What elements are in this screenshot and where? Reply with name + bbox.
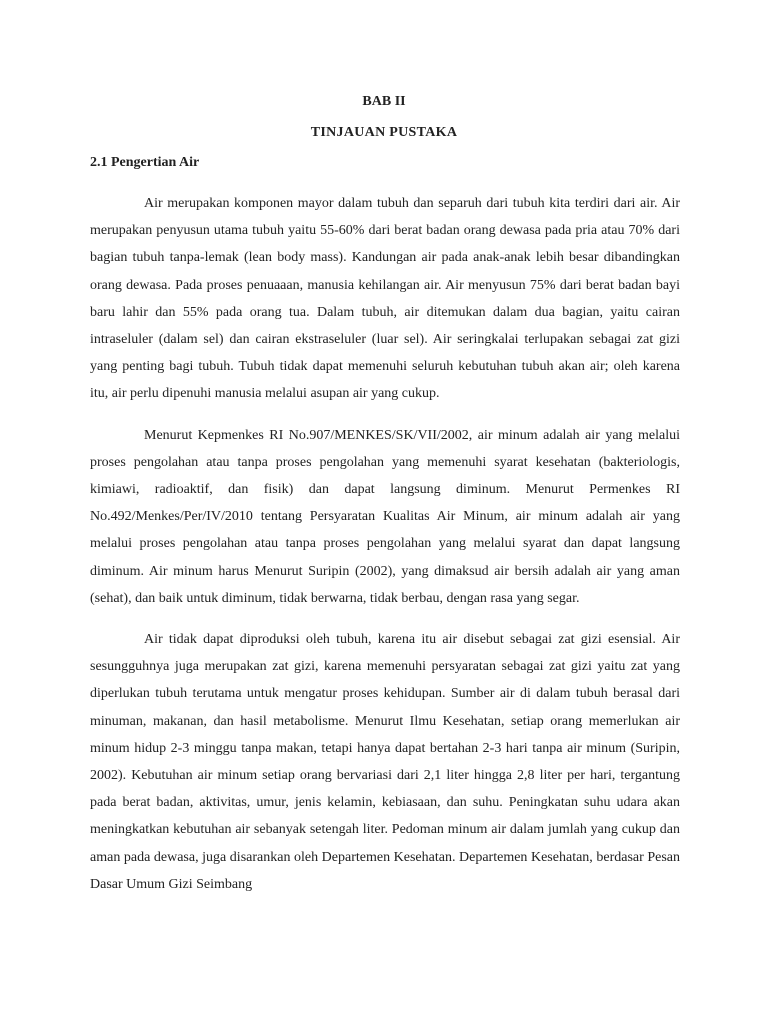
chapter-title: TINJAUAN PUSTAKA bbox=[310, 125, 458, 140]
paragraph: Menurut Kepmenkes RI No.907/MENKES/SK/VII/2002, air minum adalah air yang melalui proses pengolahan atau tanpa proses pengolahan yang memenuhi syarat kesehatan (bakteriologis, kimiawi, radioaktif, dan fisik) dan dapat langsung diminum. Menurut Permenkes RI No.492/Menkes/Per/IV/2010 tentang Persyaratan Kualitas Air Minum, air minum adalah air yang melalui proses pengolahan atau tanpa proses pengolahan yang melalui syarat dan dapat langsung diminum. Air minum harus Menurut Suripin (2002), yang dimaksud air bersih adalah air yang aman (sehat), dan baik untuk diminum, tidak berwarna, tidak berbau, dengan rasa yang segar. bbox=[90, 427, 680, 606]
paragraph: Air tidak dapat diproduksi oleh tubuh, karena itu air disebut sebagai zat gizi esensial. Air sesungguhnya juga merupakan zat gizi, karena memenuhi persyaratan sebagai zat gizi yaitu zat yang diperlukan tubuh terutama untuk mengatur proses kehidupan. Sumber air di dalam tubuh berasal dari minuman, makanan, dan hasil metabolisme. Menurut Ilmu Kesehatan, setiap orang memerlukan air minum hidup 2-3 minggu tanpa makan, tetapi hanya dapat bertahan 2-3 hari tanpa air minum (Suripin, 2002). Kebutuhan air minum setiap orang bervariasi dari 2,1 liter hingga 2,8 liter per hari, tergantung pada berat badan, aktivitas, umur, jenis kelamin, kebiasaan, dan suhu. Peningkatan suhu udara akan meningkatkan kebutuhan air sebanyak setengah liter. Pedoman minum air dalam jumlah yang cukup dan aman pada dewasa, juga disarankan oleh Departemen Kesehatan. Departemen Kesehatan, berdasar Pesan Dasar Umum Gizi Seimbang bbox=[90, 632, 680, 892]
paragraph: Air merupakan komponen mayor dalam tubuh dan separuh dari tubuh kita terdiri dari air. Air merupakan penyusun utama tubuh yaitu 55-60% dari berat badan orang dewasa pada pria atau 70% dari bagian tubuh tanpa-lemak (lean body mass). Kandungan air pada anak-anak lebih besar dibandingkan orang dewasa. Pada proses penuaaan, manusia kehilangan air. Air menyusun 75% dari berat badan bayi baru lahir dan 55% pada orang tua. Dalam tubuh, air ditemukan dalam dua bagian, yaitu cairan intraseluler (dalam sel) dan cairan ekstraseluler (luar sel). Air seringkalai terlupakan sebagai zat gizi yang penting bagi tubuh. Tubuh tidak dapat memenuhi seluruh kebutuhan tubuh akan air; oleh karena itu, air perlu dipenuhi manusia melalui asupan air yang cukup. bbox=[90, 196, 680, 402]
chapter-heading: BAB II bbox=[362, 94, 406, 109]
body-text bbox=[90, 190, 680, 912]
section-heading: 2.1 Pengertian Air bbox=[90, 155, 200, 170]
